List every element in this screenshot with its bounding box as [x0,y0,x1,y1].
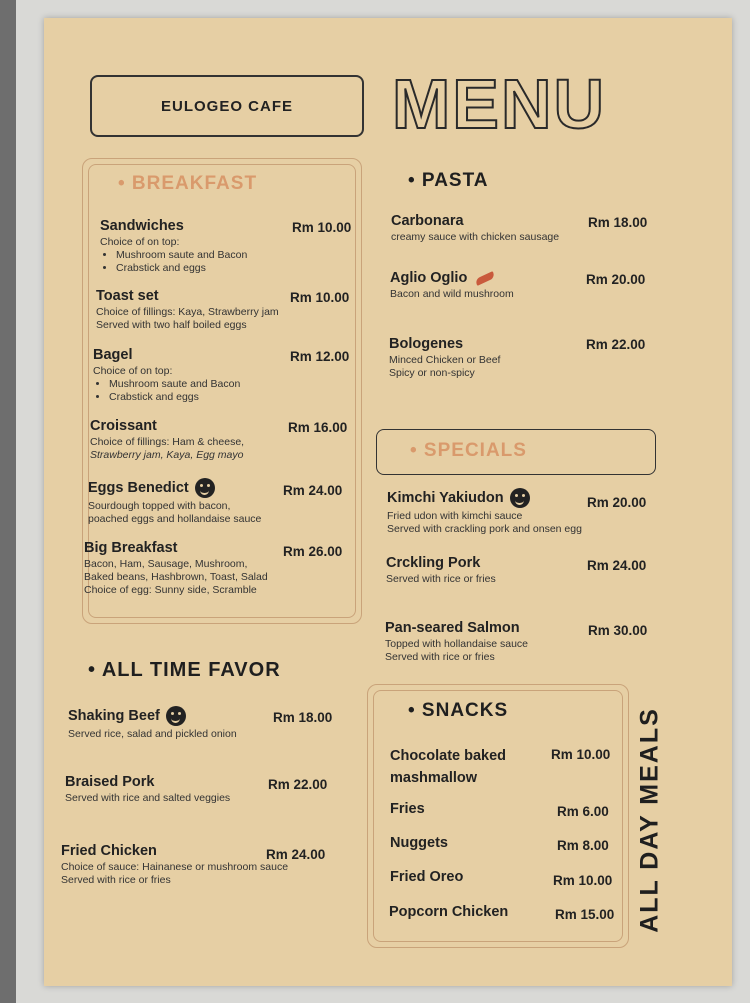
item-desc: Served with rice or fries [385,651,495,663]
item-price: Rm 22.00 [268,777,328,792]
item-name: Sandwiches [100,218,184,234]
item-price: Rm 18.00 [273,710,333,725]
item-name: Kimchi Yakiudon [387,489,504,506]
item-price: Rm 10.00 [290,290,350,305]
item-name: Bagel [93,347,133,363]
all-day-meals-label [610,690,690,950]
all-day-meals-text: ALL DAY MEALS [635,707,664,933]
chili-pepper-icon [475,271,496,286]
item-price: Rm 20.00 [586,272,646,287]
item-desc: Choice of egg: Sunny side, Scramble [84,584,257,596]
cafe-name: EULOGEO CAFE [160,97,293,115]
item-bullet: • Mushroom saute and Bacon [109,378,283,391]
snack-name: Nuggets [390,835,448,851]
item-desc: poached eggs and hollandaise sauce [88,513,262,525]
snack-name: Fries [390,801,425,817]
snack-price: Rm 6.00 [557,804,609,819]
grinning-face-icon [195,478,215,498]
item-price: Rm 26.00 [283,544,343,559]
item-price: Rm 24.00 [587,558,647,573]
item-name: Shaking Beef [68,707,160,724]
item-desc: Choice of on top: [93,365,173,377]
item-desc: Served with rice and salted veggies [65,792,231,804]
item-name: Braised Pork [65,774,155,790]
item-desc: Served with crackling pork and onsen egg [387,523,582,535]
item-price: Rm 18.00 [588,215,648,230]
favor-item [68,706,278,741]
item-bullet: • Crabstick and eggs [116,262,290,275]
snack-price: Rm 10.00 [551,747,611,762]
item-desc: Served with rice or fries [61,874,171,886]
item-desc: creamy sauce with chicken sausage [391,231,560,243]
menu-title: MENU [392,65,607,143]
snack-name: Fried Oreo [390,869,464,885]
item-desc: Served rice, salad and pickled onion [68,728,237,740]
item-desc: Sourdough topped with bacon, [88,500,231,512]
item-price: Rm 16.00 [288,420,348,435]
snack-price: Rm 15.00 [555,907,615,922]
item-desc: Choice of on top: [100,236,180,248]
item-name: Big Breakfast [84,540,178,556]
item-name: Fried Chicken [61,843,157,859]
grinning-face-icon [166,706,186,726]
item-desc: Bacon and wild mushroom [390,288,514,300]
item-name: Carbonara [391,213,464,229]
pasta-title: • PASTA [408,170,489,191]
item-desc: Served with two half boiled eggs [96,319,247,331]
favor-item [65,774,275,805]
item-price: Rm 20.00 [587,495,647,510]
item-name: Eggs Benedict [88,479,189,496]
item-desc: Baked beans, Hashbrown, Toast, Salad [84,571,268,583]
item-desc: Spicy or non-spicy [389,367,475,379]
item-desc: Choice of sauce: Hainanese or mushroom sauce [61,861,289,873]
breakfast-item [100,218,290,275]
cafe-name-box [90,75,364,137]
item-name: Bologenes [389,336,464,352]
item-price: Rm 22.00 [586,337,646,352]
item-price: Rm 30.00 [588,623,648,638]
specials-item [385,620,585,664]
item-desc: Choice of fillings: Kaya, Strawberry jam [96,306,279,318]
item-price: Rm 24.00 [266,847,326,862]
item-desc: Topped with hollandaise sauce [385,638,529,650]
item-desc: Bacon, Ham, Sausage, Mushroom, [84,558,248,570]
breakfast-title: • BREAKFAST [118,173,258,194]
breakfast-item [96,288,296,332]
breakfast-item [84,540,284,597]
specials-item [386,555,586,586]
item-name: Crckling Pork [386,555,481,571]
grinning-face-icon [510,488,530,508]
all-time-favor-title: • ALL TIME FAVOR [88,659,281,681]
item-desc: Strawberry jam, Kaya, Egg mayo [90,449,244,461]
pasta-item [391,213,591,244]
breakfast-item [88,478,288,526]
item-name: Pan-seared Salmon [385,620,520,636]
item-desc: Minced Chicken or Beef [389,354,501,366]
breakfast-item [93,347,283,404]
specials-title: • SPECIALS [410,440,527,461]
breakfast-item [90,418,290,462]
item-name: Toast set [96,288,159,304]
pasta-item [389,336,589,380]
item-bullet: • Mushroom saute and Bacon [116,249,290,262]
snack-price: Rm 8.00 [557,838,609,853]
background-edge [0,0,16,1003]
item-price: Rm 24.00 [283,483,343,498]
item-price: Rm 12.00 [290,349,350,364]
item-price: Rm 10.00 [292,220,352,235]
item-name: Aglio Oglio [390,270,468,286]
item-desc: Served with rice or fries [386,573,496,585]
snack-name: Chocolate baked mashmallow [390,748,507,786]
snack-price: Rm 10.00 [553,873,613,888]
pasta-item [390,270,590,301]
item-name: Croissant [90,418,157,434]
snack-name: Popcorn Chicken [389,904,509,920]
snacks-title: • SNACKS [408,700,509,721]
item-desc: Fried udon with kimchi sauce [387,510,523,522]
item-bullet: • Crabstick and eggs [109,391,283,404]
specials-item [387,488,617,536]
item-desc: Choice of fillings: Ham & cheese, [90,436,245,448]
